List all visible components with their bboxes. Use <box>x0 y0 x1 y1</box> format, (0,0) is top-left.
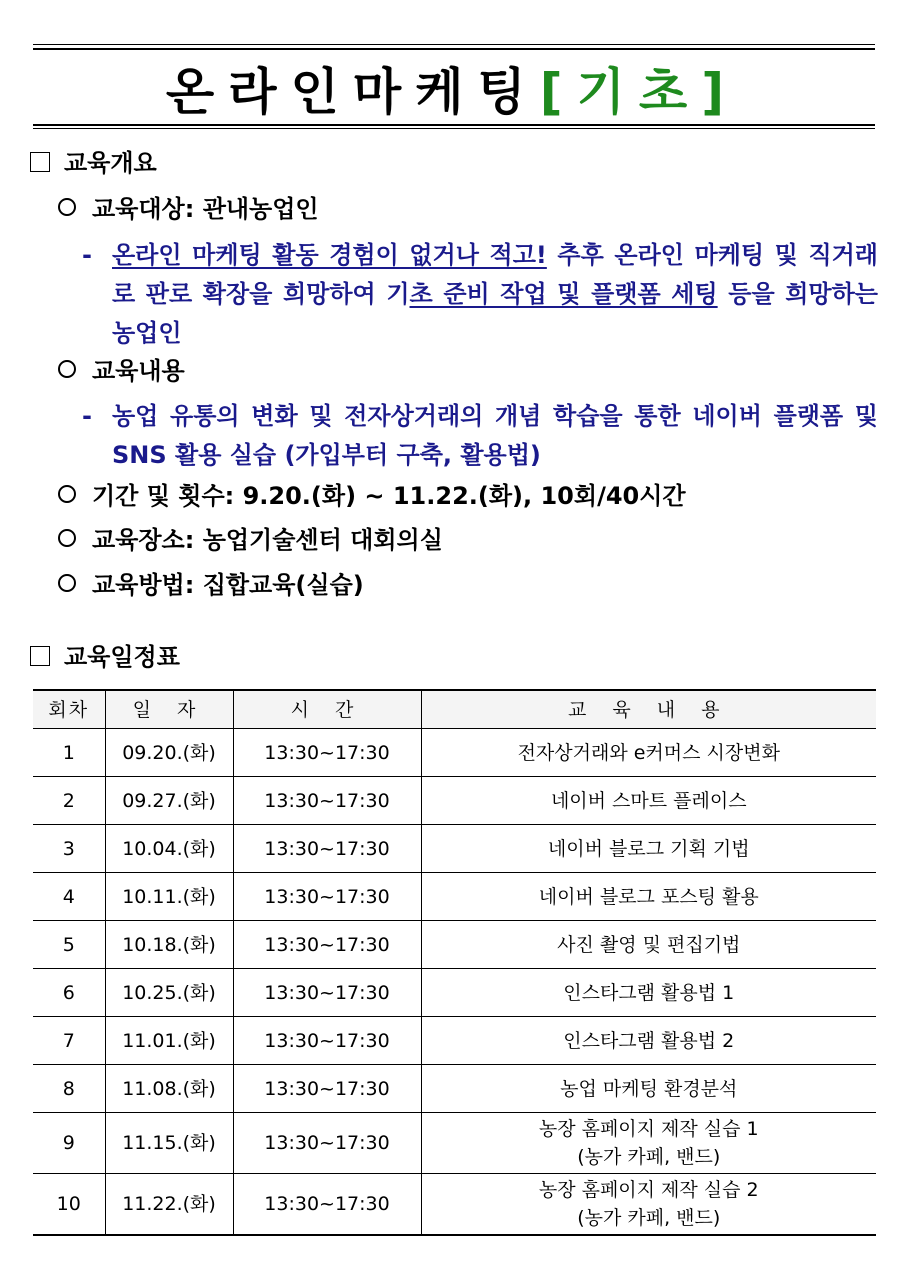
place-label: 교육장소: 농업기술센터 대회의실 <box>92 526 443 554</box>
table-row <box>33 1174 876 1236</box>
cell-round: 9 <box>33 1113 105 1174</box>
checkbox-square-icon <box>30 152 50 172</box>
cell-date: 11.01.(화) <box>105 1017 233 1065</box>
target-detail-part4: 등을 희망하는 농업인 <box>112 280 878 347</box>
cell-date: 11.08.(화) <box>105 1065 233 1113</box>
target-detail-part2: 추후 온라인 마케팅 및 직거래로 판로 확장을 희망하여 기 <box>112 241 878 308</box>
cell-date: 10.18.(화) <box>105 921 233 969</box>
title-top-rule-thin <box>33 44 875 45</box>
cell-round: 3 <box>33 825 105 873</box>
content-detail-text: 농업 유통의 변화 및 전자상거래의 개념 학습을 통한 네이버 플랫폼 및 SNS 활용 실습 (가입부터 구축, 활용법) <box>112 402 878 469</box>
cell-time: 13:30~17:30 <box>233 777 421 825</box>
cell-round: 10 <box>33 1174 105 1236</box>
content-detail <box>82 397 878 475</box>
title-bracket-close: ] <box>701 63 739 121</box>
cell-date: 11.15.(화) <box>105 1113 233 1174</box>
place-item <box>58 524 443 556</box>
overview-heading-label: 교육개요 <box>64 149 157 177</box>
col-header-time: 시 간 <box>233 690 421 729</box>
table-row <box>33 1113 876 1174</box>
cell-content: 네이버 블로그 포스팅 활용 <box>421 873 876 921</box>
cell-time: 13:30~17:30 <box>233 1065 421 1113</box>
cell-time: 13:30~17:30 <box>233 825 421 873</box>
cell-content <box>421 1174 876 1236</box>
title-sub: 기초 <box>576 63 702 121</box>
target-detail-part3: 초 준비 작업 및 플랫폼 세팅 <box>409 280 718 308</box>
table-row <box>33 777 876 825</box>
cell-date: 10.25.(화) <box>105 969 233 1017</box>
circle-bullet-icon <box>58 198 76 216</box>
title-main: 온라인마케팅 <box>165 63 540 121</box>
method-item <box>58 569 364 601</box>
cell-content-line1: 농장 홈페이지 제작 실습 1 <box>538 1118 759 1140</box>
schedule-table <box>33 689 876 1236</box>
cell-date: 09.27.(화) <box>105 777 233 825</box>
cell-content: 네이버 스마트 플레이스 <box>421 777 876 825</box>
cell-date: 10.11.(화) <box>105 873 233 921</box>
cell-time: 13:30~17:30 <box>233 1113 421 1174</box>
table-row <box>33 729 876 777</box>
cell-content: 전자상거래와 e커머스 시장변화 <box>421 729 876 777</box>
overview-heading <box>30 147 157 179</box>
period-label: 기간 및 횟수: 9.20.(화) ~ 11.22.(화), 10회/40시간 <box>92 482 686 510</box>
cell-round: 4 <box>33 873 105 921</box>
cell-time: 13:30~17:30 <box>233 969 421 1017</box>
schedule-header-row <box>33 690 876 729</box>
cell-round: 1 <box>33 729 105 777</box>
period-item <box>58 480 686 512</box>
cell-content: 네이버 블로그 기획 기법 <box>421 825 876 873</box>
cell-content: 농업 마케팅 환경분석 <box>421 1065 876 1113</box>
title-top-rule-thick <box>33 48 875 50</box>
circle-bullet-icon <box>58 485 76 503</box>
cell-round: 5 <box>33 921 105 969</box>
cell-date: 11.22.(화) <box>105 1174 233 1236</box>
cell-content: 사진 촬영 및 편집기법 <box>421 921 876 969</box>
circle-bullet-icon <box>58 574 76 592</box>
table-row <box>33 873 876 921</box>
target-item <box>58 193 319 225</box>
page-title <box>0 58 904 126</box>
content-item <box>58 355 185 387</box>
title-bracket-open: [ <box>539 63 577 121</box>
cell-time: 13:30~17:30 <box>233 873 421 921</box>
method-label: 교육방법: 집합교육(실습) <box>92 571 364 599</box>
title-bottom-rule-thick <box>33 124 875 126</box>
dash-bullet: - <box>82 402 92 430</box>
table-row <box>33 921 876 969</box>
cell-date: 10.04.(화) <box>105 825 233 873</box>
col-header-round: 회차 <box>33 690 105 729</box>
cell-time: 13:30~17:30 <box>233 1017 421 1065</box>
target-label: 교육대상: 관내농업인 <box>92 195 319 223</box>
table-row <box>33 1017 876 1065</box>
col-header-content: 교 육 내 용 <box>421 690 876 729</box>
col-header-date: 일 자 <box>105 690 233 729</box>
cell-content: 인스타그램 활용법 2 <box>421 1017 876 1065</box>
cell-content-line2: (농가 카페, 밴드) <box>577 1146 721 1168</box>
cell-content: 인스타그램 활용법 1 <box>421 969 876 1017</box>
table-row <box>33 1065 876 1113</box>
circle-bullet-icon <box>58 529 76 547</box>
circle-bullet-icon <box>58 360 76 378</box>
schedule-heading-label: 교육일정표 <box>64 643 180 671</box>
content-label: 교육내용 <box>92 357 185 385</box>
cell-round: 6 <box>33 969 105 1017</box>
dash-bullet: - <box>82 241 92 269</box>
cell-round: 8 <box>33 1065 105 1113</box>
title-bottom-rule-thin <box>33 128 875 129</box>
cell-round: 7 <box>33 1017 105 1065</box>
target-detail-part1: 온라인 마케팅 활동 경험이 없거나 적고! <box>112 241 547 269</box>
schedule-heading <box>30 641 180 673</box>
cell-time: 13:30~17:30 <box>233 921 421 969</box>
checkbox-square-icon <box>30 646 50 666</box>
cell-time: 13:30~17:30 <box>233 729 421 777</box>
cell-round: 2 <box>33 777 105 825</box>
cell-content-line1: 농장 홈페이지 제작 실습 2 <box>538 1179 759 1201</box>
table-row <box>33 825 876 873</box>
cell-time: 13:30~17:30 <box>233 1174 421 1236</box>
cell-content <box>421 1113 876 1174</box>
table-row <box>33 969 876 1017</box>
target-detail <box>82 236 878 353</box>
cell-content-line2: (농가 카페, 밴드) <box>577 1207 721 1229</box>
cell-date: 09.20.(화) <box>105 729 233 777</box>
